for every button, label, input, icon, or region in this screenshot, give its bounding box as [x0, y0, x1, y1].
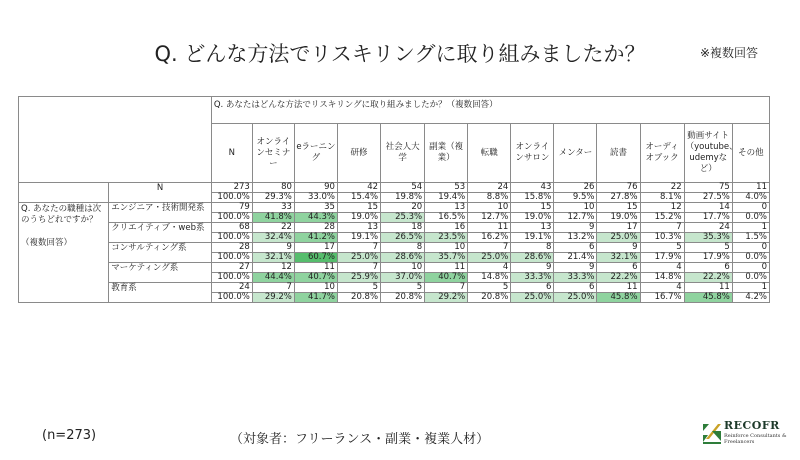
- crosstab-table: [18, 96, 770, 303]
- count-cell: 5: [684, 243, 732, 253]
- count-cell: 28: [294, 223, 337, 233]
- total-percent-cell: 33.0%: [294, 193, 337, 203]
- total-percent-cell: 9.5%: [554, 193, 597, 203]
- percent-cell: 19.0%: [597, 213, 640, 223]
- column-header: 副業（複業）: [425, 124, 468, 183]
- percent-cell: 20.8%: [468, 293, 511, 303]
- percent-cell: 25.0%: [597, 233, 640, 243]
- total-count-cell: 22: [640, 183, 684, 193]
- percent-cell: 0.0%: [732, 273, 769, 283]
- count-cell: 6: [554, 243, 597, 253]
- column-header: 研修: [337, 124, 380, 183]
- percent-cell: 26.5%: [381, 233, 425, 243]
- percent-cell: 22.2%: [597, 273, 640, 283]
- percent-cell: 14.8%: [468, 273, 511, 283]
- total-count-cell: 43: [511, 183, 554, 193]
- category-label: マーケティング系: [109, 263, 212, 283]
- total-row-label: N: [109, 183, 212, 203]
- count-cell: 5: [337, 283, 380, 293]
- count-cell: 8: [511, 243, 554, 253]
- percent-cell: 45.8%: [597, 293, 640, 303]
- column-header: 社会人大学: [381, 124, 425, 183]
- percent-cell: 28.6%: [381, 253, 425, 263]
- total-percent-cell: 8.8%: [468, 193, 511, 203]
- percent-cell: 100.0%: [211, 293, 252, 303]
- count-cell: 12: [640, 203, 684, 213]
- count-cell: 33: [252, 203, 294, 213]
- percent-cell: 17.9%: [684, 253, 732, 263]
- count-cell: 9: [554, 263, 597, 273]
- percent-cell: 19.0%: [337, 213, 380, 223]
- category-label: コンサルティング系: [109, 243, 212, 263]
- count-cell: 17: [597, 223, 640, 233]
- category-label: クリエイティブ・web系: [109, 223, 212, 243]
- count-cell: 6: [684, 263, 732, 273]
- total-count-cell: 75: [684, 183, 732, 193]
- company-logo: [702, 416, 792, 456]
- percent-cell: 37.0%: [381, 273, 425, 283]
- count-cell: 7: [337, 263, 380, 273]
- percent-cell: 60.7%: [294, 253, 337, 263]
- percent-cell: 1.5%: [732, 233, 769, 243]
- percent-cell: 19.1%: [337, 233, 380, 243]
- percent-cell: 33.3%: [511, 273, 554, 283]
- count-cell: 13: [425, 203, 468, 213]
- crosstab-table-container: [18, 96, 770, 303]
- count-cell: 79: [211, 203, 252, 213]
- count-cell: 7: [252, 283, 294, 293]
- count-cell: 15: [511, 203, 554, 213]
- percent-cell: 35.3%: [684, 233, 732, 243]
- percent-cell: 25.0%: [468, 253, 511, 263]
- count-cell: 9: [554, 223, 597, 233]
- count-cell: 0: [732, 203, 769, 213]
- percent-cell: 0.0%: [732, 213, 769, 223]
- category-label: エンジニア・技術開発系: [109, 203, 212, 223]
- column-header: 動画サイト（youtube、udemyなど）: [684, 124, 732, 183]
- total-percent-cell: 19.4%: [425, 193, 468, 203]
- total-count-cell: 273: [211, 183, 252, 193]
- percent-cell: 100.0%: [211, 213, 252, 223]
- percent-cell: 44.3%: [294, 213, 337, 223]
- count-cell: 6: [597, 263, 640, 273]
- percent-cell: 22.2%: [684, 273, 732, 283]
- total-count-cell: 80: [252, 183, 294, 193]
- percent-cell: 20.8%: [381, 293, 425, 303]
- percent-cell: 32.4%: [252, 233, 294, 243]
- total-row-label-cell: [19, 183, 109, 203]
- percent-cell: 14.8%: [640, 273, 684, 283]
- percent-cell: 45.8%: [684, 293, 732, 303]
- count-cell: 11: [425, 263, 468, 273]
- percent-cell: 41.2%: [294, 233, 337, 243]
- percent-cell: 12.7%: [468, 213, 511, 223]
- percent-cell: 23.5%: [425, 233, 468, 243]
- sample-size-label: (n=273): [42, 428, 97, 443]
- count-cell: 15: [597, 203, 640, 213]
- logo-subtitle: Reinforce Consultants & Freelancers: [724, 433, 787, 445]
- total-percent-cell: 27.8%: [597, 193, 640, 203]
- percent-cell: 16.5%: [425, 213, 468, 223]
- count-cell: 11: [294, 263, 337, 273]
- count-cell: 24: [211, 283, 252, 293]
- percent-cell: 25.3%: [381, 213, 425, 223]
- count-cell: 14: [684, 203, 732, 213]
- count-cell: 1: [732, 283, 769, 293]
- percent-cell: 15.2%: [640, 213, 684, 223]
- percent-cell: 40.7%: [425, 273, 468, 283]
- column-header: 読書: [597, 124, 640, 183]
- count-cell: 7: [468, 243, 511, 253]
- percent-cell: 29.2%: [425, 293, 468, 303]
- total-count-cell: 53: [425, 183, 468, 193]
- table-corner: [19, 97, 212, 183]
- column-header: その他: [732, 124, 769, 183]
- count-cell: 5: [381, 283, 425, 293]
- total-percent-cell: 4.0%: [732, 193, 769, 203]
- column-header: 転職: [468, 124, 511, 183]
- count-cell: 11: [597, 283, 640, 293]
- percent-cell: 10.3%: [640, 233, 684, 243]
- count-cell: 35: [294, 203, 337, 213]
- count-cell: 4: [640, 263, 684, 273]
- column-header: オーディオブック: [640, 124, 684, 183]
- count-cell: 7: [425, 283, 468, 293]
- multiple-answer-note: ※複数回答: [700, 46, 759, 60]
- logo-mark-icon: [702, 421, 722, 445]
- logo-name: RECOFR: [724, 419, 780, 432]
- total-percent-cell: 15.8%: [511, 193, 554, 203]
- total-percent-cell: 8.1%: [640, 193, 684, 203]
- page-title: Q. どんな方法でリスキリングに取り組みましたか？: [154, 42, 646, 66]
- count-cell: 12: [252, 263, 294, 273]
- count-cell: 9: [597, 243, 640, 253]
- percent-cell: 28.6%: [511, 253, 554, 263]
- total-count-cell: 54: [381, 183, 425, 193]
- count-cell: 9: [252, 243, 294, 253]
- count-cell: 10: [468, 203, 511, 213]
- percent-cell: 25.0%: [554, 293, 597, 303]
- percent-cell: 4.2%: [732, 293, 769, 303]
- column-header: メンター: [554, 124, 597, 183]
- count-cell: 10: [425, 243, 468, 253]
- percent-cell: 16.7%: [640, 293, 684, 303]
- percent-cell: 35.7%: [425, 253, 468, 263]
- percent-cell: 100.0%: [211, 233, 252, 243]
- total-count-cell: 26: [554, 183, 597, 193]
- total-count-cell: 24: [468, 183, 511, 193]
- percent-cell: 25.9%: [337, 273, 380, 283]
- row-question-text: Q. あなたの職種は次のうちどれですか？: [21, 204, 102, 225]
- percent-cell: 0.0%: [732, 253, 769, 263]
- column-header: N: [211, 124, 252, 183]
- total-count-cell: 11: [732, 183, 769, 193]
- target-audience-label: （対象者：フリーランス・副業・複業人材）: [230, 432, 490, 447]
- percent-cell: 100.0%: [211, 253, 252, 263]
- percent-cell: 44.4%: [252, 273, 294, 283]
- count-cell: 13: [337, 223, 380, 233]
- count-cell: 18: [381, 223, 425, 233]
- percent-cell: 33.3%: [554, 273, 597, 283]
- total-percent-cell: 100.0%: [211, 193, 252, 203]
- percent-cell: 32.1%: [597, 253, 640, 263]
- count-cell: 13: [511, 223, 554, 233]
- total-count-cell: 42: [337, 183, 380, 193]
- count-cell: 5: [468, 283, 511, 293]
- percent-cell: 25.0%: [511, 293, 554, 303]
- total-percent-cell: 19.8%: [381, 193, 425, 203]
- count-cell: 10: [294, 283, 337, 293]
- count-cell: 7: [337, 243, 380, 253]
- percent-cell: 29.2%: [252, 293, 294, 303]
- row-question-label: [19, 203, 109, 303]
- count-cell: 6: [511, 283, 554, 293]
- percent-cell: 100.0%: [211, 273, 252, 283]
- count-cell: 4: [468, 263, 511, 273]
- percent-cell: 21.4%: [554, 253, 597, 263]
- percent-cell: 12.7%: [554, 213, 597, 223]
- total-percent-cell: 15.4%: [337, 193, 380, 203]
- percent-cell: 41.7%: [294, 293, 337, 303]
- total-percent-cell: 29.3%: [252, 193, 294, 203]
- column-header: eラーニング: [294, 124, 337, 183]
- count-cell: 24: [684, 223, 732, 233]
- total-percent-cell: 27.5%: [684, 193, 732, 203]
- count-cell: 17: [294, 243, 337, 253]
- percent-cell: 19.1%: [511, 233, 554, 243]
- count-cell: 9: [511, 263, 554, 273]
- percent-cell: 13.2%: [554, 233, 597, 243]
- row-question-note: （複数回答）: [21, 238, 73, 248]
- total-count-cell: 90: [294, 183, 337, 193]
- percent-cell: 19.0%: [511, 213, 554, 223]
- percent-cell: 16.2%: [468, 233, 511, 243]
- count-cell: 10: [381, 263, 425, 273]
- count-cell: 68: [211, 223, 252, 233]
- count-cell: 0: [732, 263, 769, 273]
- percent-cell: 17.7%: [684, 213, 732, 223]
- percent-cell: 32.1%: [252, 253, 294, 263]
- percent-cell: 41.8%: [252, 213, 294, 223]
- percent-cell: 40.7%: [294, 273, 337, 283]
- count-cell: 0: [732, 243, 769, 253]
- count-cell: 8: [381, 243, 425, 253]
- table-question-header: Q. あなたはどんな方法でリスキリングに取り組みましたか？（複数回答）: [211, 97, 769, 124]
- count-cell: 27: [211, 263, 252, 273]
- count-cell: 20: [381, 203, 425, 213]
- count-cell: 7: [640, 223, 684, 233]
- count-cell: 10: [554, 203, 597, 213]
- count-cell: 6: [554, 283, 597, 293]
- count-cell: 4: [640, 283, 684, 293]
- count-cell: 1: [732, 223, 769, 233]
- percent-cell: 25.0%: [337, 253, 380, 263]
- count-cell: 15: [337, 203, 380, 213]
- count-cell: 16: [425, 223, 468, 233]
- total-count-cell: 76: [597, 183, 640, 193]
- count-cell: 5: [640, 243, 684, 253]
- column-header: オンラインサロン: [511, 124, 554, 183]
- count-cell: 22: [252, 223, 294, 233]
- percent-cell: 20.8%: [337, 293, 380, 303]
- column-header: オンラインセミナー: [252, 124, 294, 183]
- count-cell: 28: [211, 243, 252, 253]
- percent-cell: 17.9%: [640, 253, 684, 263]
- count-cell: 11: [684, 283, 732, 293]
- count-cell: 11: [468, 223, 511, 233]
- category-label: 教育系: [109, 283, 212, 303]
